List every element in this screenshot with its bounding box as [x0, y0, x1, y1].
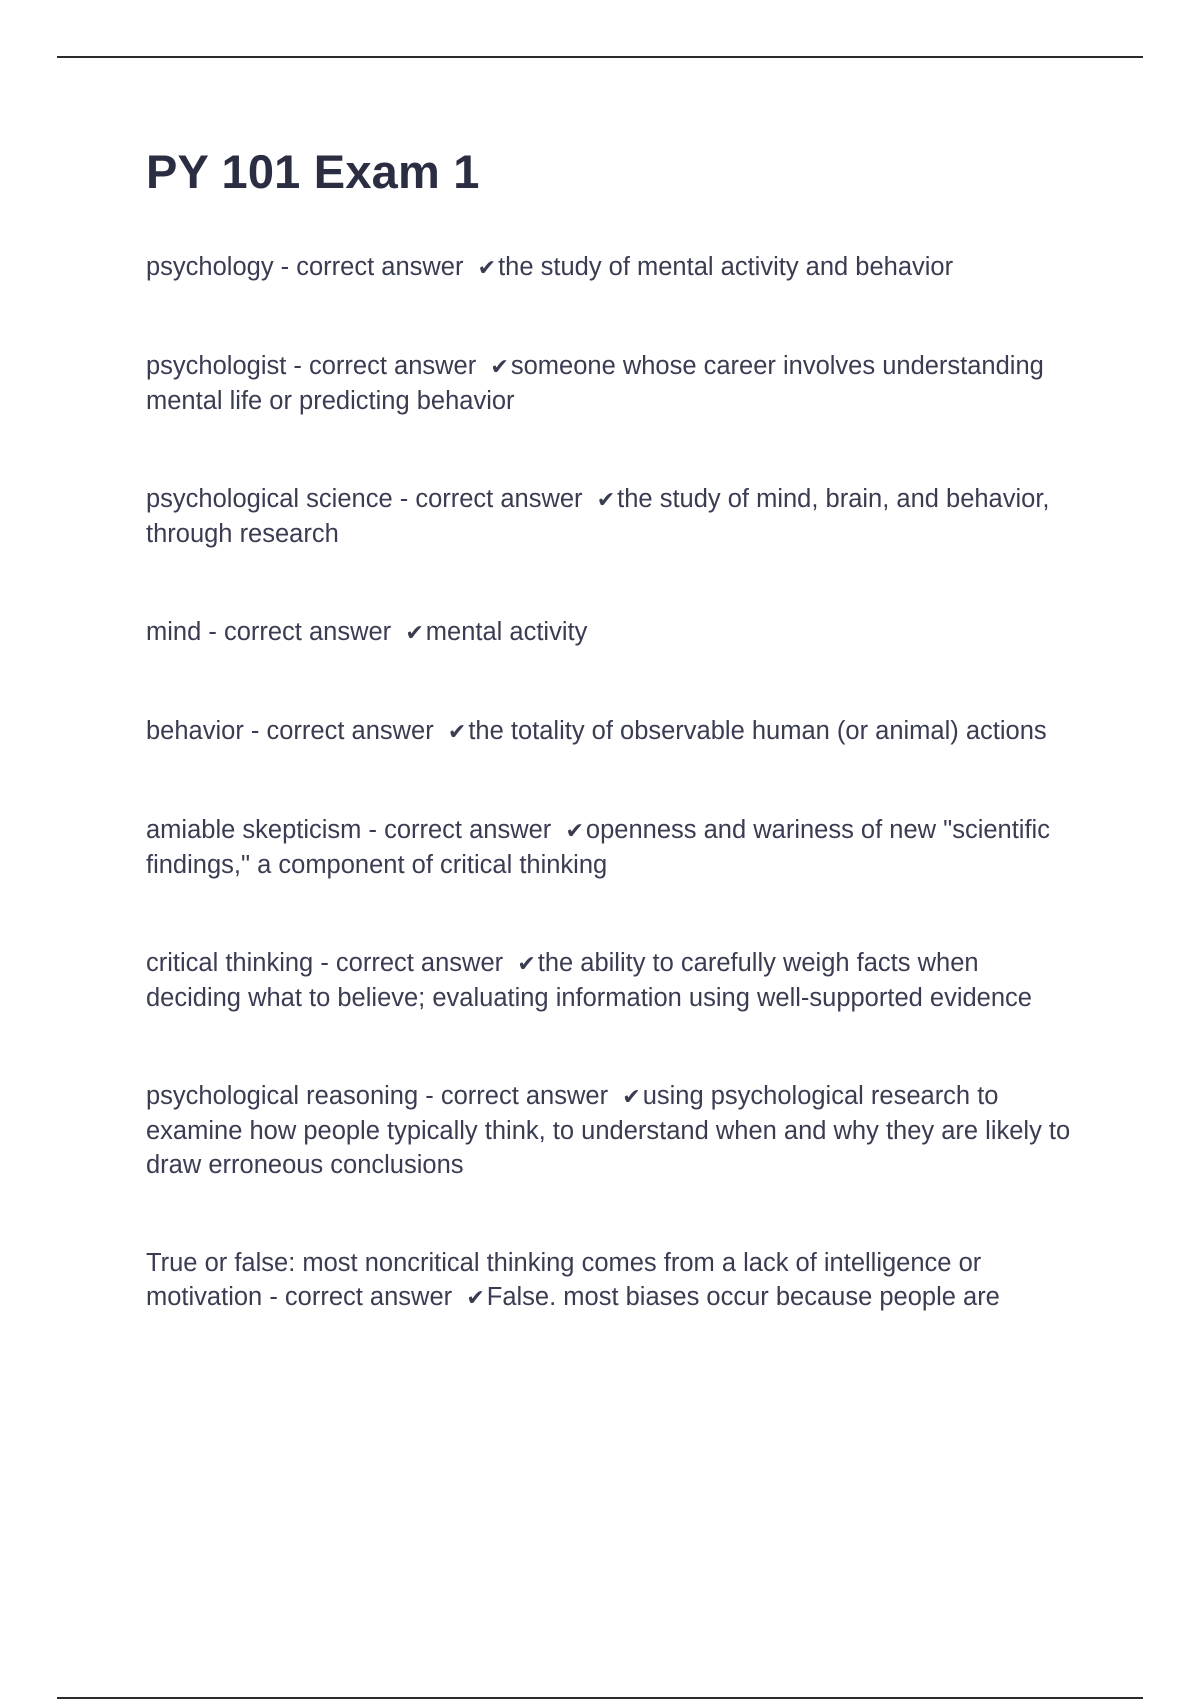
- term-separator: -: [243, 717, 267, 745]
- term-separator: -: [286, 352, 309, 380]
- checkmark-icon: ✔: [565, 818, 584, 843]
- flashcard-item: [146, 615, 1076, 650]
- card-term: psychological reasoning: [146, 1082, 419, 1110]
- card-term: psychological science: [146, 485, 393, 513]
- term-separator: -: [201, 618, 224, 646]
- page-title: PY 101 Exam 1: [146, 145, 480, 198]
- card-term: critical thinking: [146, 949, 314, 977]
- card-definition: False. most biases occur because people are: [486, 1283, 1000, 1311]
- term-separator: -: [418, 1082, 441, 1110]
- card-term: behavior: [146, 717, 244, 745]
- checkmark-icon: ✔: [405, 620, 424, 645]
- answer-label: correct answer: [223, 618, 392, 646]
- term-separator: -: [313, 949, 336, 977]
- flashcard-item: [146, 482, 1076, 551]
- card-definition: the totality of observable human (or animal) actions: [468, 717, 1047, 745]
- answer-label: correct answer: [309, 352, 477, 380]
- card-definition: the study of mind, brain, and behavior, through research: [146, 485, 1050, 548]
- card-definition: someone whose career involves understanding mental life or predicting behavior: [146, 352, 1044, 415]
- card-definition: the study of mental activity and behavior: [498, 253, 954, 281]
- flashcard-item: [146, 714, 1076, 749]
- card-definition: using psychological research to examine how people typically think, to understand when and why they are likely to draw erroneous conclusions: [146, 1082, 1071, 1179]
- top-rule: [57, 56, 1143, 58]
- card-term: psychologist: [146, 352, 287, 380]
- checkmark-icon: ✔: [622, 1084, 641, 1109]
- flashcard-item: [146, 813, 1076, 882]
- term-separator: -: [262, 1283, 285, 1311]
- term-separator: -: [361, 816, 385, 844]
- card-definition: mental activity: [425, 618, 588, 646]
- card-term: True or false: most noncritical thinking comes from a lack of intelligence or motivation: [146, 1249, 982, 1311]
- flashcard-list: [146, 250, 1076, 1379]
- flashcard-item: [146, 349, 1076, 418]
- checkmark-icon: ✔: [466, 1285, 485, 1310]
- card-term: psychology: [146, 253, 274, 281]
- checkmark-icon: ✔: [490, 354, 509, 379]
- term-separator: -: [392, 485, 416, 513]
- card-term: amiable skepticism: [146, 816, 362, 844]
- answer-label: correct answer: [384, 816, 552, 844]
- answer-label: correct answer: [440, 1082, 609, 1110]
- checkmark-icon: ✔: [447, 719, 467, 744]
- checkmark-icon: ✔: [596, 487, 616, 512]
- answer-label: correct answer: [415, 485, 583, 513]
- term-separator: -: [273, 253, 297, 281]
- card-term: mind: [146, 618, 202, 646]
- answer-label: correct answer: [266, 717, 434, 745]
- flashcard-item: [146, 1246, 1076, 1315]
- answer-label: correct answer: [335, 949, 504, 977]
- checkmark-icon: ✔: [517, 951, 536, 976]
- checkmark-icon: ✔: [477, 255, 497, 280]
- answer-label: correct answer: [284, 1283, 453, 1311]
- card-definition: the ability to carefully weigh facts when deciding what to believe; evaluating information using well-supported evidence: [146, 949, 1032, 1012]
- flashcard-item: [146, 1079, 1076, 1182]
- bottom-rule: [57, 1697, 1143, 1699]
- flashcard-item: [146, 946, 1076, 1015]
- card-definition: openness and wariness of new "scientific findings," a component of critical thinking: [146, 816, 1050, 879]
- flashcard-item: [146, 250, 1076, 285]
- answer-label: correct answer: [296, 253, 464, 281]
